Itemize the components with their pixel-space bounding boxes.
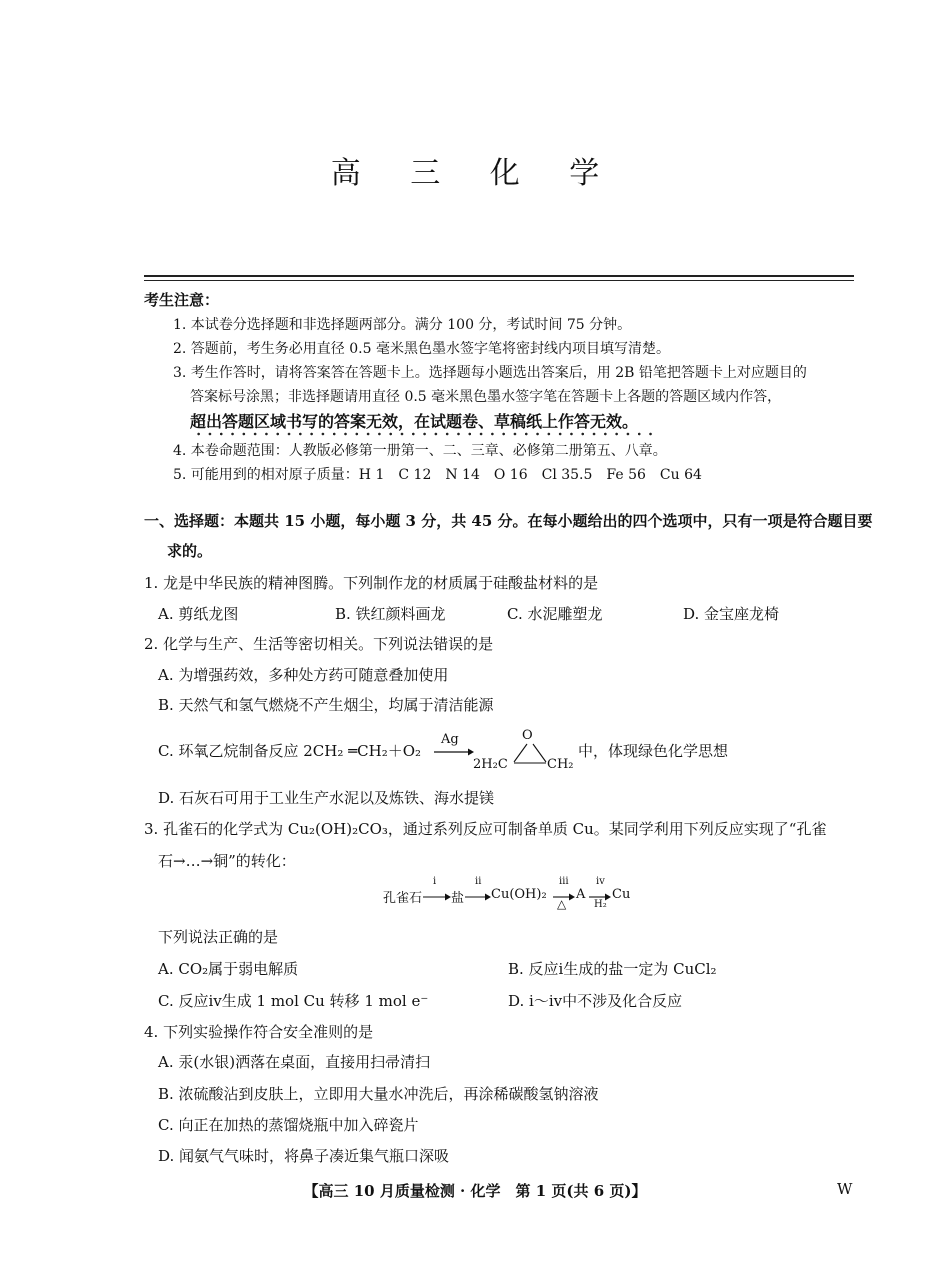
notice-item-2: 2. 答题前，考生务必用直径 0.5 毫米黑色墨水签字笔将密封线内项目填写清楚。 xyxy=(173,341,670,357)
q2-option-a: A. 为增强药效，多种处方药可随意叠加使用 xyxy=(158,666,449,684)
scheme-heat: △ xyxy=(557,897,567,911)
q3-stem-cont: 石→…→铜”的转化： xyxy=(158,852,296,870)
q1-option-d: D. 金宝座龙椅 xyxy=(683,605,780,623)
scheme-malachite: 孔雀石 xyxy=(383,891,423,906)
q1-option-b: B. 铁红颜料画龙 xyxy=(335,605,446,623)
q2-option-b: B. 天然气和氢气燃烧不产生烟尘，均属于清洁能源 xyxy=(158,696,494,714)
scheme-step-2: ⅱ xyxy=(475,876,482,887)
q2-epoxide-ring xyxy=(510,742,550,766)
q4-option-b: B. 浓硫酸沾到皮肤上，立即用大量水冲洗后，再涂稀碳酸氢钠溶液 xyxy=(158,1085,599,1103)
notice-heading: 考生注意： xyxy=(144,291,220,309)
q3-option-d: D. ⅰ～ⅳ中不涉及化合反应 xyxy=(508,992,683,1010)
q1-option-a: A. 剪纸龙图 xyxy=(158,605,239,623)
q1-stem: 1. 龙是中华民族的精神图腾。下列制作龙的材质属于硅酸盐材料的是 xyxy=(144,574,599,592)
q4-option-c: C. 向正在加热的蒸馏烧瓶中加入碎瓷片 xyxy=(158,1116,419,1134)
q2-epoxide-oxygen: O xyxy=(522,728,533,743)
q1-option-c: C. 水泥雕塑龙 xyxy=(507,605,603,623)
q2-option-c-tail: 中，体现绿色化学思想 xyxy=(578,742,729,760)
page-footer: 【高三 10 月质量检测 · 化学 第 1 页(共 6 页)】 xyxy=(303,1182,647,1200)
scheme-step-4: ⅳ xyxy=(596,876,605,887)
section-heading: 一、选择题：本题共 15 小题，每小题 3 分，共 45 分。在每小题给出的四个选项中，只有一项是符合题目要 xyxy=(144,512,873,530)
notice-item-3-emphasis: 超出答题区域书写的答案无效，在试题卷、草稿纸上作答无效。 xyxy=(190,412,639,431)
scheme-arrow-2 xyxy=(465,893,491,901)
scheme-step-1: ⅰ xyxy=(433,876,437,887)
page-title: 高 三 化 学 xyxy=(330,156,620,191)
q4-option-a: A. 汞(水银)洒落在桌面，直接用扫帚清扫 xyxy=(158,1053,431,1071)
notice-item-4: 4. 本卷命题范围：人教版必修第一册第一、二、三章、必修第二册第五、八章。 xyxy=(173,443,667,459)
q2-catalyst: Ag xyxy=(441,732,459,747)
scheme-hydrogen: H₂ xyxy=(594,899,607,910)
q2-reaction-arrow xyxy=(434,748,474,756)
notice-item-5: 5. 可能用到的相对原子质量：H 1 C 12 N 14 O 16 Cl 35.5 Fe 56 Cu 64 xyxy=(173,467,702,483)
scheme-arrow-1 xyxy=(423,893,451,901)
section-heading-cont: 求的。 xyxy=(167,542,213,560)
q2-option-d: D. 石灰石可用于工业生产水泥以及炼铁、海水提镁 xyxy=(158,789,495,807)
header-rule-thick xyxy=(144,275,854,277)
scheme-copper-hydroxide: Cu(OH)₂ xyxy=(491,887,547,902)
notice-item-1: 1. 本试卷分选择题和非选择题两部分。满分 100 分，考试时间 75 分钟。 xyxy=(173,317,632,333)
q3-ask: 下列说法正确的是 xyxy=(158,928,279,946)
scheme-copper: Cu xyxy=(612,887,631,902)
scheme-step-3: ⅲ xyxy=(559,876,569,887)
emphasis-dots xyxy=(193,432,658,436)
scheme-salt: 盐 xyxy=(451,891,465,906)
footer-mark: W xyxy=(837,1180,853,1198)
header-rule-thin xyxy=(144,280,854,281)
q3-stem: 3. 孔雀石的化学式为 Cu₂(OH)₂CO₃，通过系列反应可制备单质 Cu。某同学利用下列反应实现了“孔雀 xyxy=(144,820,827,838)
scheme-compound-a: A xyxy=(576,887,586,902)
notice-item-3-cont: 答案标号涂黑；非选择题请用直径 0.5 毫米黑色墨水签字笔在答题卡上各题的答题区域内作答， xyxy=(190,389,782,405)
q4-option-d: D. 闻氨气气味时，将鼻子凑近集气瓶口深吸 xyxy=(158,1147,450,1165)
q2-epoxide-right: CH₂ xyxy=(547,757,574,772)
q4-stem: 4. 下列实验操作符合安全准则的是 xyxy=(144,1023,374,1041)
q2-option-c-text: C. 环氧乙烷制备反应 2CH₂ ═CH₂＋O₂ xyxy=(158,742,422,760)
q3-option-c: C. 反应ⅳ生成 1 mol Cu 转移 1 mol e⁻ xyxy=(158,992,429,1010)
q3-option-a: A. CO₂属于弱电解质 xyxy=(158,960,299,978)
q3-option-b: B. 反应ⅰ生成的盐一定为 CuCl₂ xyxy=(508,960,717,978)
notice-item-3: 3. 考生作答时，请将答案答在答题卡上。选择题每小题选出答案后，用 2B 铅笔把答题卡上对应题目的 xyxy=(173,365,807,381)
q2-epoxide-left: 2H₂C xyxy=(473,757,508,772)
q2-stem: 2. 化学与生产、生活等密切相关。下列说法错误的是 xyxy=(144,635,494,653)
